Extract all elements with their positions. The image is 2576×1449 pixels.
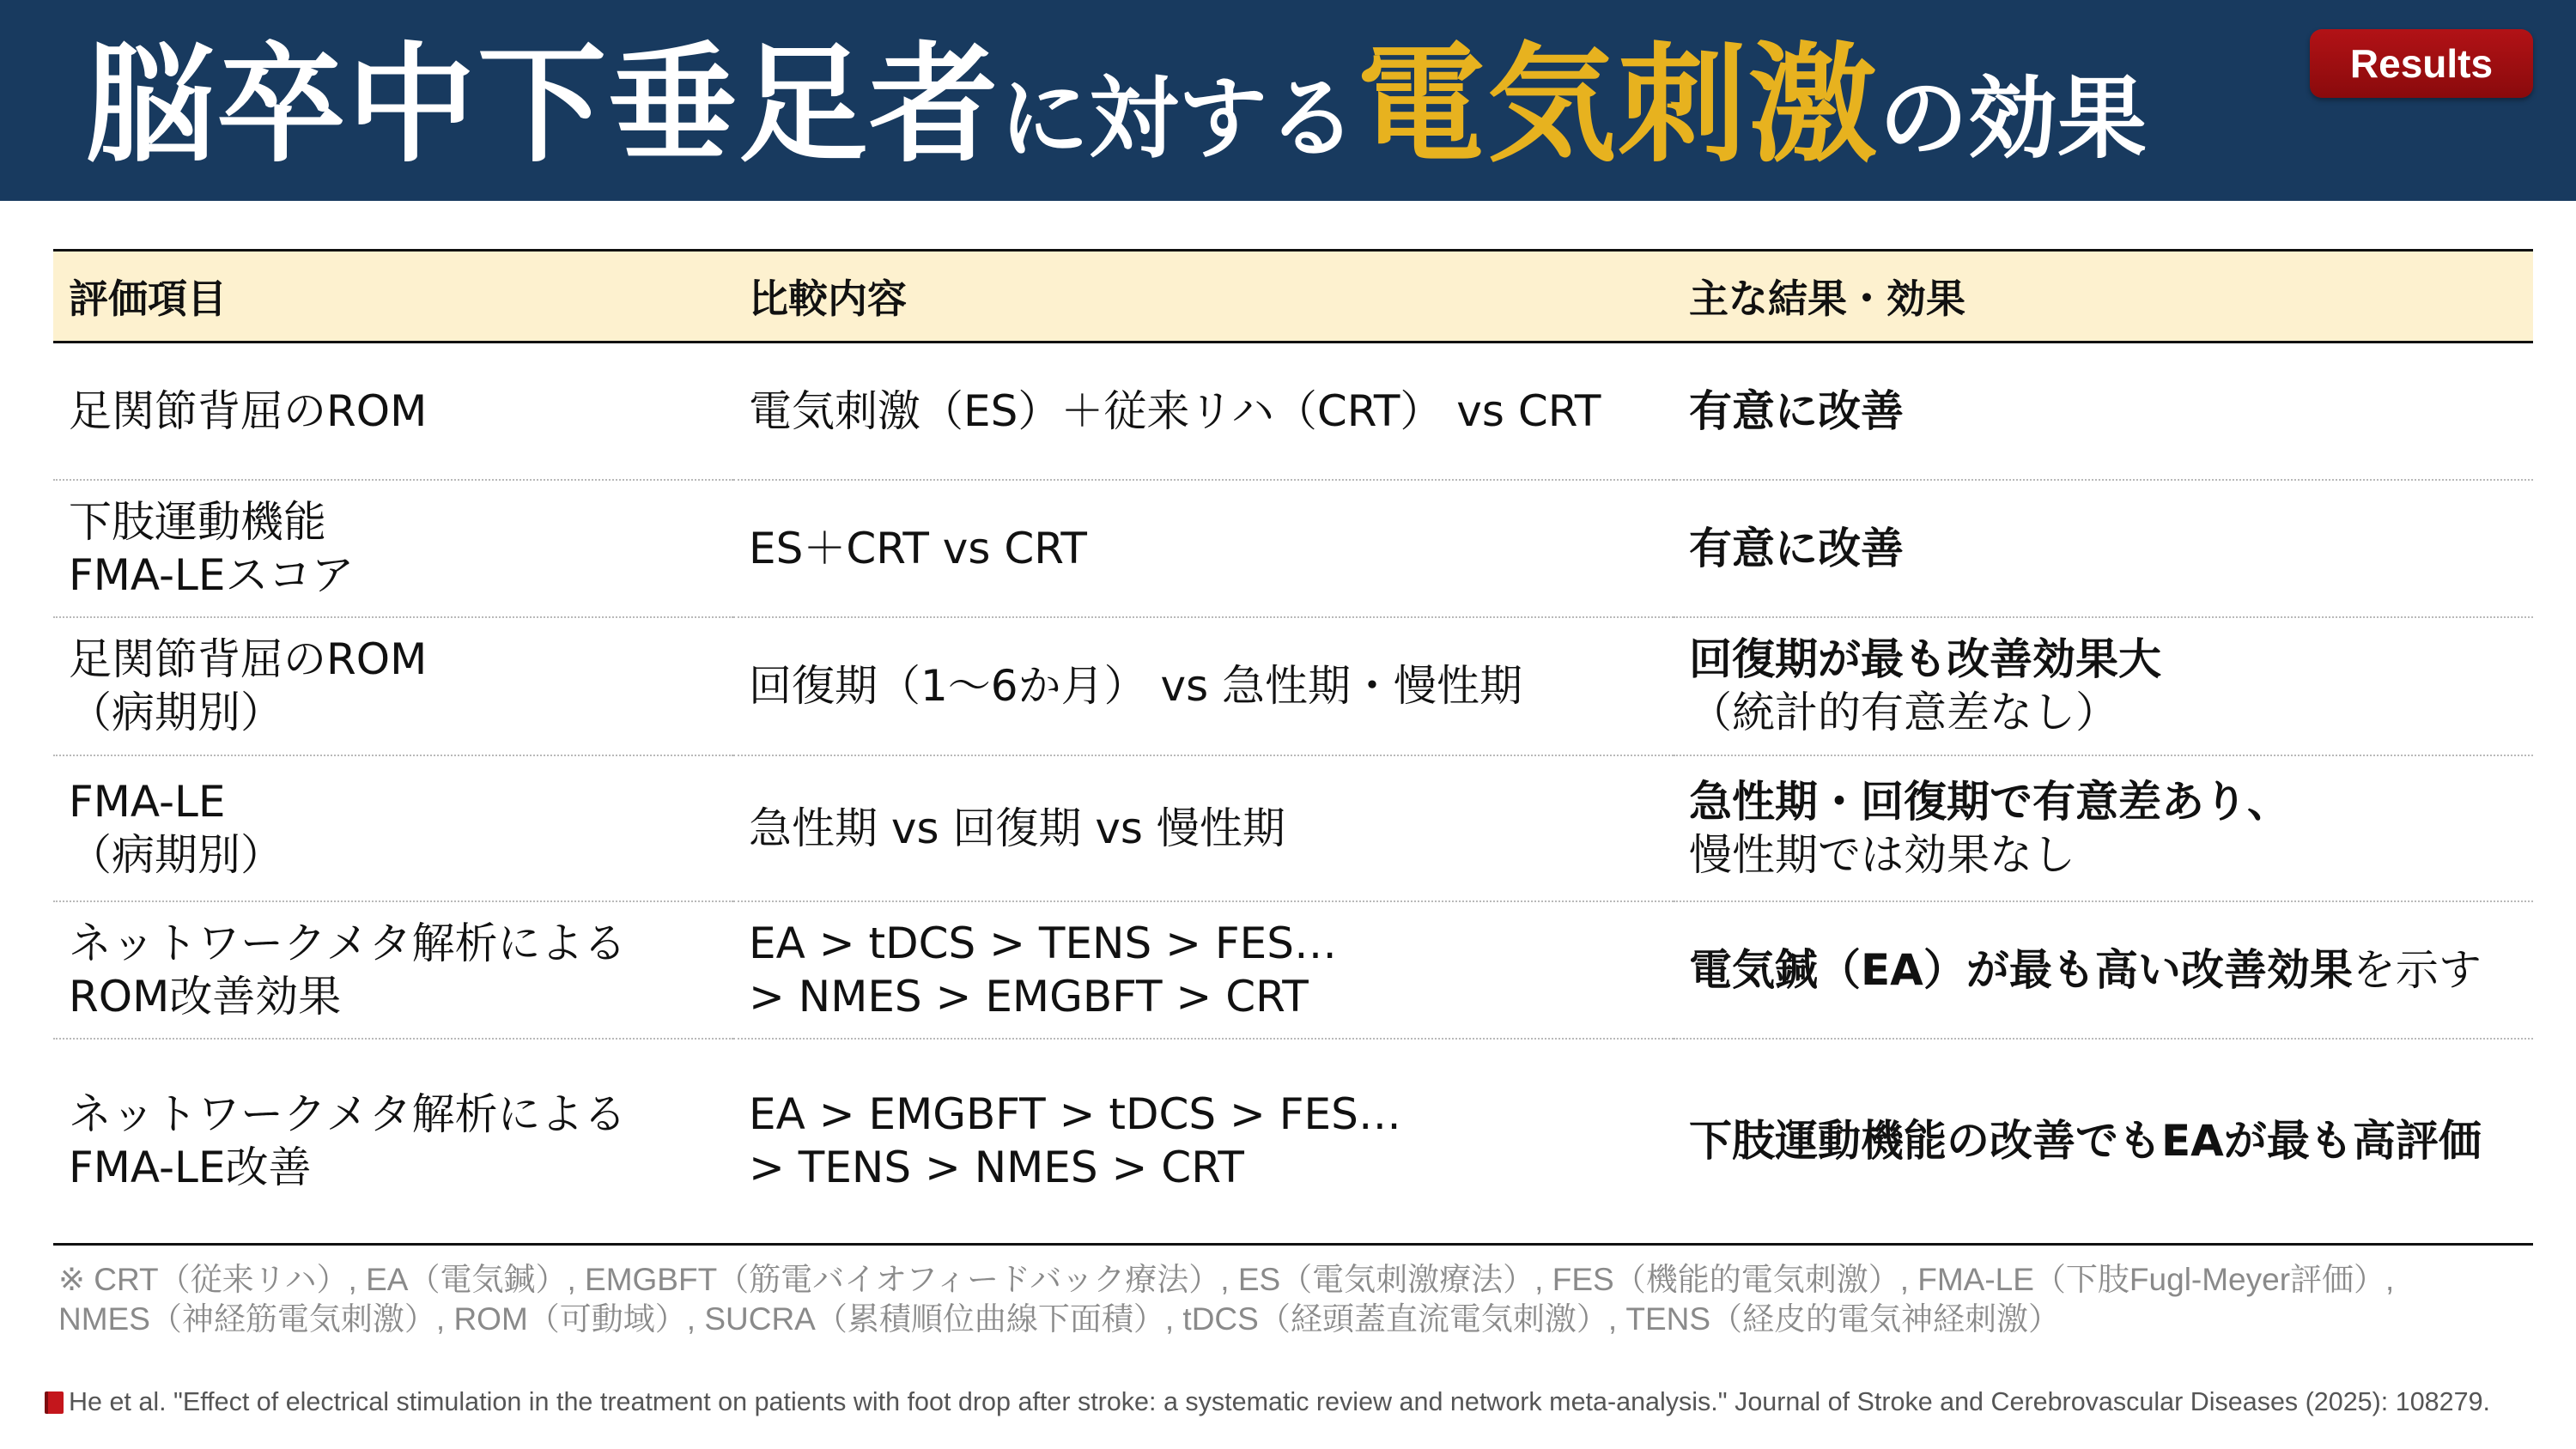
table-row <box>53 343 2533 480</box>
row-comparison: 回復期（1〜6か月） vs 急性期・慢性期 <box>733 617 1674 755</box>
title-part-1: 脳卒中下垂足者 <box>86 31 1000 180</box>
row-result: 下肢運動機能の改善でもEAが最も高評価 <box>1674 1039 2533 1245</box>
notes-line-2: NMES（神経筋電気刺激）, ROM（可動域）, SUCRA（累積順位曲線下面積）, tDCS（経頭蓋直流電気刺激）, TENS（経皮的電気神経刺激） <box>58 1301 2061 1337</box>
row-comparison: 電気刺激（ES）＋従来リハ（CRT） vs CRT <box>733 343 1674 480</box>
table-row <box>53 901 2533 1039</box>
row-item: ネットワークメタ解析による ROM改善効果 <box>53 901 733 1039</box>
header-item: 評価項目 <box>53 251 733 343</box>
results-badge: Results <box>2310 29 2533 98</box>
row-result: 有意に改善 <box>1674 480 2533 617</box>
page-title <box>86 33 2147 179</box>
row-result: 有意に改善 <box>1674 343 2533 480</box>
abbreviation-notes <box>58 1260 2531 1339</box>
table-header-row <box>53 251 2533 343</box>
title-accent: 電気刺激 <box>1357 31 1880 180</box>
book-icon <box>45 1391 64 1414</box>
results-table <box>53 249 2533 1246</box>
header-comparison: 比較内容 <box>733 251 1674 343</box>
row-comparison: 急性期 vs 回復期 vs 慢性期 <box>733 755 1674 901</box>
row-item: 足関節背屈のROM （病期別） <box>53 617 733 755</box>
table-row <box>53 480 2533 617</box>
title-part-2: に対する <box>999 66 1358 171</box>
citation-text: He et al. "Effect of electrical stimulation in the treatment on patients with foot drop after stroke: a systematic review and network meta-analysis." Journal of Stroke and Cerebrovascular Diseases (2025): 108279. <box>69 1387 2490 1416</box>
row-result: 電気鍼（EA）が最も高い改善効果を示す <box>1674 901 2533 1039</box>
table-row <box>53 755 2533 901</box>
table-row <box>53 1039 2533 1245</box>
row-item: 下肢運動機能 FMA-LEスコア <box>53 480 733 617</box>
row-comparison: EA > EMGBFT > tDCS > FES… > TENS > NMES > CRT <box>733 1039 1674 1245</box>
row-result: 急性期・回復期で有意差あり、 慢性期では効果なし <box>1674 755 2533 901</box>
row-comparison: ES＋CRT vs CRT <box>733 480 1674 617</box>
citation <box>45 1386 2569 1417</box>
row-item: ネットワークメタ解析による FMA-LE改善 <box>53 1039 733 1245</box>
row-comparison: EA > tDCS > TENS > FES… > NMES > EMGBFT > CRT <box>733 901 1674 1039</box>
header-result: 主な結果・効果 <box>1674 251 2533 343</box>
table-row <box>53 617 2533 755</box>
row-result: 回復期が最も改善効果大 （統計的有意差なし） <box>1674 617 2533 755</box>
row-item: 足関節背屈のROM <box>53 343 733 480</box>
title-part-4: の効果 <box>1879 66 2148 171</box>
header-bar <box>0 0 2576 201</box>
row-item: FMA-LE （病期別） <box>53 755 733 901</box>
notes-line-1: ※ CRT（従来リハ）, EA（電気鍼）, EMGBFT（筋電バイオフィードバック療法）, ES（電気刺激療法）, FES（機能的電気刺激）, FMA-LE（下肢Fugl-Meyer評価）, <box>58 1262 2395 1297</box>
